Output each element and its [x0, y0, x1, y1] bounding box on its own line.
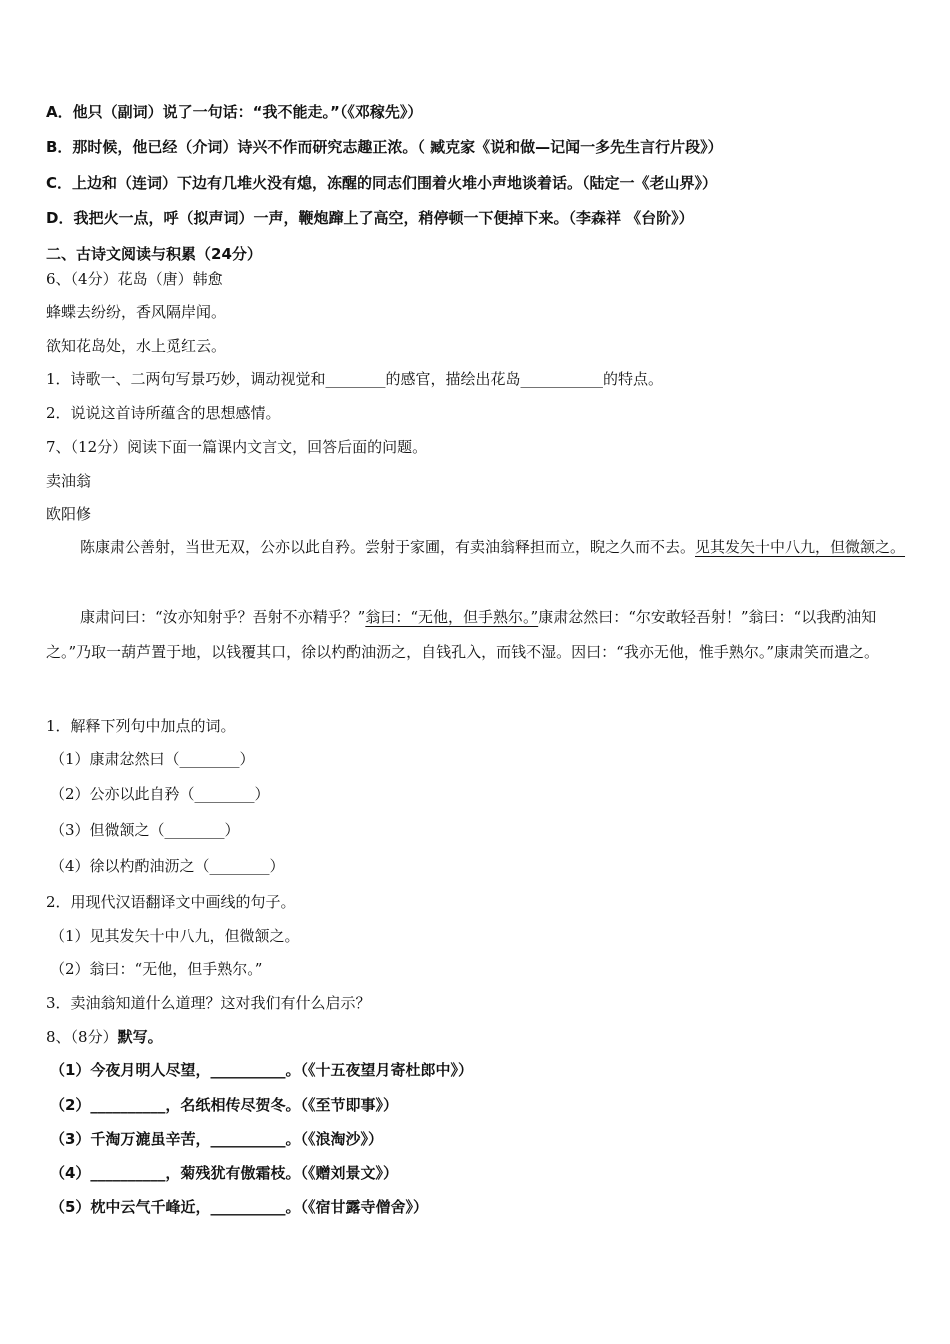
essay-paragraph-1 — [46, 530, 906, 565]
p2-text-a: 康肃问曰：“汝亦知射乎？吾射不亦精乎？” — [80, 608, 366, 626]
q7-q3: 3．卖油翁知道什么道理？这对我们有什么启示？ — [46, 994, 371, 1012]
q8-item-2: （2）__________，名纸相传尽贺冬。（《至节即事》） — [50, 1096, 398, 1114]
q7-q1-item-4: （4）徐以杓酌油沥之（________） — [50, 857, 285, 875]
q7-q1-item-1: （1）康肃忿然曰（________） — [50, 750, 255, 768]
poem-line-1: 蜂蝶去纷纷，香风隔岸闻。 — [46, 303, 227, 321]
p1-underlined: 见其发矢十中八九，但微颔之。 — [695, 538, 906, 556]
q7-q2-item-2: （2）翁曰：“无他，但手熟尔。” — [50, 960, 263, 978]
option-c: C．上边和（连词）下边有几堆火没有熄，冻醒的同志们围着火堆小声地谈着话。（陆定一《老山界》） — [46, 174, 718, 192]
poem-line-2: 欲知花岛处，水上觅红云。 — [46, 337, 227, 355]
q7-q2: 2．用现代汉语翻译文中画线的句子。 — [46, 893, 296, 911]
q8-item-1: （1）今夜月明人尽望，__________。（《十五夜望月寄杜郎中》） — [50, 1061, 473, 1079]
q8-item-4: （4）__________，菊残犹有傲霜枝。（《赠刘景文》） — [50, 1164, 398, 1182]
q7-q1-item-3: （3）但微颔之（________） — [50, 821, 240, 839]
essay-title: 卖油翁 — [46, 472, 92, 490]
q7-title: 7、（12分）阅读下面一篇课内文言文，回答后面的问题。 — [46, 438, 428, 456]
q8-title-bold: 默写。 — [117, 1028, 163, 1046]
q8-title — [46, 1026, 163, 1048]
q8-item-3: （3）千淘万漉虽辛苦，__________。（《浪淘沙》） — [50, 1130, 383, 1148]
option-b: B．那时候，他已经（介词）诗兴不作而研究志趣正浓。（ 臧克家《说和做—记闻一多先生言行片段》） — [46, 138, 723, 156]
q6-item-1: 1．诗歌一、二两句写景巧妙，调动视觉和________的感官，描绘出花岛___________的特点。 — [46, 370, 664, 388]
q6-title: 6、（4分）花岛（唐）韩愈 — [46, 270, 223, 288]
q6-item-2: 2．说说这首诗所蕴含的思想感情。 — [46, 404, 281, 422]
p2-text-b: 康肃忿然曰：“尔安敢轻吾射！”翁曰：“以我酌油知之。”乃取一葫芦置于地，以钱覆其口，徐以杓酌油沥之，自钱孔入，而钱不湿。因曰：“我亦无他，惟手熟尔。”康肃笑而遣之。 — [46, 608, 880, 661]
q7-q1: 1．解释下列句中加点的词。 — [46, 717, 236, 735]
p2-underlined: 翁曰：“无他，但手熟尔。” — [365, 608, 539, 626]
option-a: A．他只（副词）说了一句话：“我不能走。”（《邓稼先》） — [46, 103, 423, 121]
q8-item-5: （5）枕中云气千峰近，__________。（《宿甘露寺僧舍》） — [50, 1198, 428, 1216]
essay-paragraph-2 — [46, 600, 906, 670]
q7-q1-item-2: （2）公亦以此自矜（________） — [50, 785, 270, 803]
q8-title-prefix: 8、（8分） — [46, 1028, 118, 1046]
option-d: D．我把火一点，呼（拟声词）一声，鞭炮蹿上了高空，稍停顿一下便掉下来。（李森祥 《台阶》） — [46, 209, 694, 227]
essay-author: 欧阳修 — [46, 505, 92, 523]
p1-text: 陈康肃公善射，当世无双，公亦以此自矜。尝射于家圃，有卖油翁释担而立，睨之久而不去。 — [80, 538, 696, 556]
q7-q2-item-1: （1）见其发矢十中八九，但微颔之。 — [50, 927, 300, 945]
section-heading: 二、古诗文阅读与积累（24分） — [46, 245, 262, 263]
